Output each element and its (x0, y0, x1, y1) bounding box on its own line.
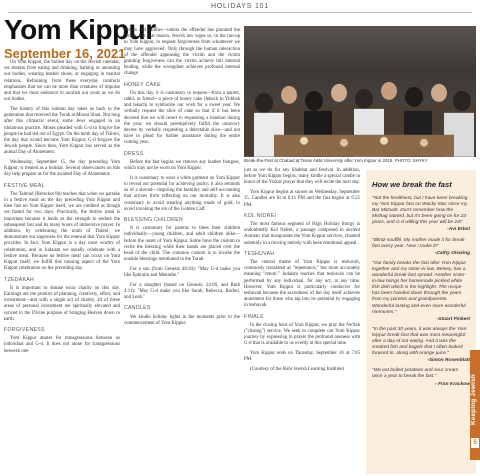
quote-item (372, 238, 470, 257)
side-tab-label: Keeping Jewish (470, 374, 477, 426)
article-date: September 16, 2021 (4, 46, 126, 61)
quote-text: "We eat boiled potatoes and sour cream once a year to break the fast." (372, 368, 459, 380)
subheading-teshuvah: TESHUVAH (244, 250, 275, 257)
subheading-blessing-children: BLESSING CHILDREN (124, 216, 184, 223)
paragraph: The history of this solemn day takes us back to the generation that received the Torah at Mount Sinai. Not long after this climactic event, some Jews engaged in an idolatrous practice. Moses pleaded with G-d to forgive the people he had led out of Egypt. On the tenth day of Tishrei, the day that would become Yom Kippur, G-d forgave the Jewish people. Since then, Yom Kippur has served as the annual Day of Atonement. (4, 106, 120, 156)
page-number: 5 (471, 438, 479, 448)
paragraph: Yom Kippur ends on Thursday, September 16 at 7:05 PM. (244, 351, 360, 363)
subheading-honey-cake: HONEY CAKE (124, 81, 161, 88)
paragraph: It is important to donate extra charity on this day. Earnings are the product of planning, creativity, effort, and investment—and with a single act of charity, all of these areas of personal investment are spiritually elevated and synced to the Divine purpose of bringing Heaven down to earth. (4, 285, 120, 322)
sidebar-quotes (372, 196, 470, 392)
paragraph: For a daughter (based on Genesis, 24:60, and Ruth 4:11): "May G-d make you like Sarah, Rebecca, Rachel, and Leah." (124, 282, 240, 301)
header-rule (8, 12, 472, 13)
quote-attribution: -Simon Rosenblatt (427, 358, 470, 364)
section-label: HOLIDAYS 101 (210, 3, 270, 10)
column-1 (4, 60, 120, 358)
paragraph: The Talmud (Berachot 8b) teaches that when we partake in a festive meal on the day preceding Yom Kippur and then fast on Yom Kippur itself, we are credited as though we fasted for two days. Practically, the festive meal is important because it lends us the strength to endure the subsequent fast and its many hours of immersive prayer. In addition, by celebrating the ninth of Tishrei, we demonstrate our eagerness for the renewal that Yom Kippur provides. In fact, Yom Kippur is a day most worthy of celebration, and in Judaism we usually celebrate with a festive meal. Because no festive meal can occur on Yom Kippur itself, we fulfill this missing aspect of the Yom Kippur celebration on the preceding day. (4, 191, 120, 272)
quote-text: "Not the healthiest, but I have been breaking my Yom Kippur fast on Wacky Mac since my Bar Mitzvah. Don't remember how the Mishag started, but it's been going on for 23 years, and G-d willing this year will be 24!" (372, 196, 468, 226)
subheading-dress: DRESS (124, 150, 144, 157)
paragraph: We kindle holiday lights in the moments prior to the commencement of Yom Kippur; (124, 314, 240, 326)
quote-text: "In the past 30 years, it was always the Yom Kippur break-fast that was most meaningful after a day of not eating. And it was the smoked fish and bagels that I often looked forward to, along with orange juice." (372, 326, 467, 357)
sidebar-title: How we break the fast (372, 180, 452, 189)
quote-text: "Our family breaks the fast after Yom Kippur together and my sister-in-law, Betsey, has a wonderful break-fast spread. Another sister-in-law brings her homemade pickled white fish dish which is the highlight. The recipe has been handed down through the years from my parents and grandparents. Wonderful tasting and even more wonderful memories." (372, 260, 467, 315)
photo-caption: Break-the-Fast at Chabad at Texas A&M University after Yom Kippur in 2019. PHOTO: SHYKY (244, 158, 428, 163)
quote-text: "Blintz soufflé. My mother made it for break-fast every year. Now I make it!" (372, 237, 467, 249)
paragraph: On Yom Kippur, the holiest day on the Jewish calendar, we abstain from eating and drinking, bathing or anointing our bodies, wearing leather shoes, or engaging in marital relations. Refraining from these everyday comforts emphasizes that we can be more than creatures of impulse and that we must endeavor to nourish our souls as we do our bodies. (4, 60, 120, 103)
paragraph: For a son (from Genesis 48:20): "May G-d make you like Ephraim and Menashe." (124, 266, 240, 279)
paragraph: It is customary for parents to bless their children individually—young children, and adult children alike—before the onset of Yom Kippur. Some have the custom to recite the blessing while their hands are placed over the head of the child. The common custom is to invoke the notable blessings mentioned in the Torah: (124, 226, 240, 263)
subheading-festive-meal: FESTIVE MEAL (4, 182, 45, 189)
subheading-candles: CANDLES (124, 305, 151, 312)
paragraph: Before the fast begins we remove any leather footgear, which may not be worn on Yom Kippur. (124, 159, 240, 172)
paragraph: The most famous segment of High Holiday liturgy is undoubtedly Kol Nidrei, a passage composed in ancient Aramaic that inaugurates the Yom Kippur services, chanted solemnly in a moving melody with keen emotional appeal. (244, 221, 360, 246)
subheading-kol-nidrei: KOL NIDREI (244, 212, 277, 219)
paragraph: just as we do for any Shabbat and festival. In addition, before Yom Kippur begins, many kindle a special candle in honor of the Yizkor prayer that they will recite the next day. (244, 168, 360, 186)
paragraph: (Courtesy of the Rohr Jewish Learning Institute) (250, 366, 345, 372)
subheading-tzedakah: TZEDAKAH (4, 276, 35, 283)
paragraph: On this day, it is customary to request—from a parent, rabbi, or friend—a piece of honey cake (lekach in Yiddish and lekach) to symbolize our wish for a sweet year. We verbally request the slice of cake so that if it has been decreed that we will resort to requesting a handout during the year, we should preemptively fulfill the unsavory decree by verbally requesting a delectable slice—and not have to plead for further assistance during the entire coming year. (124, 90, 240, 146)
paragraph: Yom Kippur begins at sunset on Wednesday, September 15. Candles are lit at 6:11 PM and the fast begins at 6:25 PM. (244, 190, 360, 208)
quote-item (372, 368, 470, 387)
paragraph: It is customary to wear a white garment on Yom Kippur to reveal our potential for achieving purity; it also reminds us of a shroud—inspiring the humility and self-accounting that arrives from reflecting on our mortality. It is also customary to avoid wearing anything made of gold, to avoid invoking the sin of the Golden Calf. (124, 175, 240, 212)
quote-item (372, 327, 470, 365)
quote-attribution: -Cathy Olswing (434, 250, 470, 256)
crowd-illustration (244, 65, 476, 157)
article-title: Yom Kippur (4, 14, 156, 45)
quote-item (372, 196, 470, 234)
quote-attribution: -Avi Erbst (447, 227, 470, 233)
paragraph: Yom Kippur atones for transgressions between us individual and G-d. It does not atone for transgressions between one (4, 336, 120, 354)
paragraph: The central theme of Yom Kippur is teshuvah, commonly translated as "repentance," but more accurately meaning "return." Judaism teaches that teshuvah can be performed by any individual, for any act, at any time. However, Yom Kippur is particularly conducive for teshuvah because the sacredness of the day itself achieves atonement for those who tap into its potential by engaging in teshuvah. (244, 259, 360, 309)
subheading-finale: FINALE (244, 313, 264, 320)
quote-item (372, 261, 470, 323)
column-2 (124, 28, 240, 331)
subheading-forgiveness: FORGIVENESS (4, 326, 45, 333)
quote-attribution: - Fran Krackow (435, 381, 470, 387)
break-fast-photo (244, 26, 476, 157)
quote-attribution: -Stuart Pinkert (436, 316, 470, 322)
column-3 (244, 168, 360, 377)
paragraph: person and another—unless the offender has placated the victim. For that reason, Jewish law urges us, in the run-up to Yom Kippur, to request forgiveness from whomever we may have aggrieved. Only through the human interaction of the offender appeasing the victim and the victim granting forgiveness can the victim achieve full internal healing, while the wrongdoer achieves profound internal change. (124, 28, 240, 77)
paragraph: In the closing hour of Yom Kippur, we pray the Ne'ilah ("closing") service. We seek to complete our Yom Kippur journey by expressing in prayer the profound oneness with G-d that is available to us overtly at this special time. (244, 322, 360, 347)
paragraph: Wednesday, September 15, the day preceding Yom Kippur, is treated as a holiday. Several observances on this day help prepare us for the awaited Day of Atonement: (4, 160, 120, 178)
